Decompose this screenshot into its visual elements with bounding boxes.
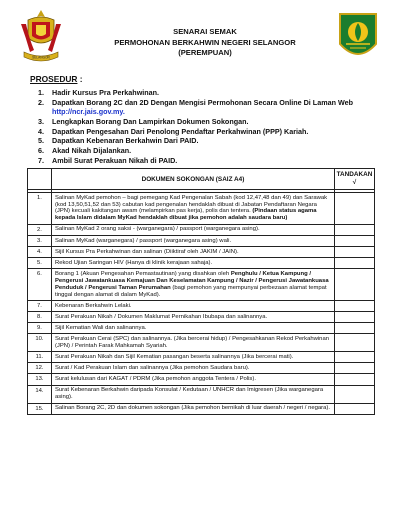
table-header-row xyxy=(28,169,375,190)
tick-box[interactable] xyxy=(335,235,375,246)
table-row xyxy=(28,323,375,334)
row-document: Surat Perakuan Nikah / Dokumen Maklumat Pernikahan Ibubapa dan salinannya. xyxy=(51,312,334,323)
step-number: 1. xyxy=(38,88,44,97)
row-number: 10. xyxy=(28,334,52,352)
procedure-steps xyxy=(38,88,368,166)
tick-box[interactable] xyxy=(335,352,375,363)
tick-box[interactable] xyxy=(335,403,375,414)
row-number: 4. xyxy=(28,247,52,258)
step-text: Dapatkan Borang 2C dan 2D Dengan Mengisi Permohonan Secara Online Di Laman Web xyxy=(52,97,354,107)
step-number: 6. xyxy=(38,146,44,156)
title-line-2: PERMOHONAN BERKAHWIN NEGERI SELANGOR xyxy=(114,38,296,47)
row-bold-note: Penghulu / Ketua Kampung / Pengerusi Jawatankuasa Kemajuan Dan Keselamatan Kampung / Nazir / Pengerusi Jawatankuasa Penduduk / Pengerusi Taman Perumahan xyxy=(54,270,329,291)
row-text: Borang 1 (Akuan Pengesahan Pemastautinan) yang disahkan oleh xyxy=(54,270,230,277)
row-document: Salinan MyKad 2 orang saksi - (warganegara) / passport (warganegara asing). xyxy=(51,224,334,235)
row-document: Kebenaran Berkahwin Lelaki. xyxy=(51,301,334,312)
tick-box[interactable] xyxy=(335,374,375,385)
step-number: 2. xyxy=(38,97,44,107)
row-document xyxy=(51,269,334,301)
row-bold-note: (Pindaan status agama kepada Islam didalam MyKad hendaklah dibuat jika pemohon adalah saudara baru) xyxy=(54,208,317,222)
row-number: 14. xyxy=(28,385,52,403)
table-row xyxy=(28,374,375,385)
step-number: 4. xyxy=(38,126,44,136)
tick-box[interactable] xyxy=(335,334,375,352)
table-row xyxy=(28,363,375,374)
step-text: Ambil Surat Perakuan Nikah di PAID. xyxy=(52,155,178,165)
row-number: 3. xyxy=(28,235,52,246)
row-document: Sijil Kursus Pra Perkahwinan dan salinan (Diiktiraf oleh JAKIM / JAIN). xyxy=(51,247,334,258)
tick-box[interactable] xyxy=(335,301,375,312)
row-number: 15. xyxy=(28,403,52,414)
row-number: 6. xyxy=(28,269,52,301)
table-row xyxy=(28,385,375,403)
selangor-crest-logo xyxy=(18,8,64,68)
step-text: Dapatkan Pengesahan Dari Penolong Pendaftar Perkahwinan (PPP) Kariah. xyxy=(52,126,309,136)
procedure-step xyxy=(38,88,368,97)
svg-text:SELANGOR: SELANGOR xyxy=(32,55,50,60)
tick-box[interactable] xyxy=(335,269,375,301)
row-document: Surat / Kad Perakuan Islam dan salinannya (Jika pemohon Saudara baru). xyxy=(51,363,334,374)
header-tick-cell xyxy=(335,169,375,190)
row-text: Salinan MyKad pemohon – bagi pemegang Kad Pengenalan Sabah (kod 12,47,48 dan 49) dan Sarawak (kod 13,50,51,52 dan 53) cabutan kad pengenalan hendaklah dibuat di Jabatan Pendaftaran Negara (JPN) kecuali kakitangan awam (melampirkan pas kerja), polis dan tentera. xyxy=(54,194,328,215)
row-document: Surat kelulusan dari KAGAT / PDRM (Jika pemohon anggota Tentera / Polis). xyxy=(51,374,334,385)
step-text: Dapatkan Kebenaran Berkahwin Dari PAID. xyxy=(52,136,199,146)
documents-checklist-table xyxy=(27,168,375,415)
prosedur-heading xyxy=(30,74,83,84)
procedure-step xyxy=(38,146,368,155)
header-number-cell xyxy=(28,169,52,190)
row-number: 1. xyxy=(28,193,52,225)
row-number: 9. xyxy=(28,323,52,334)
table-row xyxy=(28,269,375,301)
step-text: Akad Nikah Dijalankan. xyxy=(52,146,132,156)
title-line-3: (PEREMPUAN) xyxy=(178,48,232,57)
procedure-step xyxy=(38,98,368,116)
website-link[interactable]: http://ncr.jais.gov.my. xyxy=(52,107,125,116)
row-number: 5. xyxy=(28,258,52,269)
tick-box[interactable] xyxy=(335,323,375,334)
step-text: Hadir Kursus Pra Perkahwinan. xyxy=(52,88,160,97)
tick-box[interactable] xyxy=(335,193,375,225)
table-row xyxy=(28,224,375,235)
tick-box[interactable] xyxy=(335,258,375,269)
tick-box[interactable] xyxy=(335,385,375,403)
row-document: Surat Perakuan Cerai (SPC) dan salinannya. (Jika bercerai hidup) / Pengesahkanan Rekod Perkahwinan (JPN) / Perintah Farak Mahkamah Syariah. xyxy=(51,334,334,352)
table-row xyxy=(28,247,375,258)
tick-box[interactable] xyxy=(335,363,375,374)
row-document: Surat Kebenaran Berkahwin daripada Konsulat / Kedutaan / UNHCR dan Imigresen (Jika warganegara asing). xyxy=(51,385,334,403)
prosedur-heading-label: PROSEDUR xyxy=(30,74,78,84)
row-number: 8. xyxy=(28,312,52,323)
row-document xyxy=(51,193,334,225)
row-number: 12. xyxy=(28,363,52,374)
row-document: Sijil Kematian Wali dan salinannya. xyxy=(51,323,334,334)
table-row xyxy=(28,193,375,225)
step-number: 5. xyxy=(38,136,44,146)
table-row xyxy=(28,258,375,269)
row-tail-text: (bagi pemohon yang mempunyai perbezaan alamat tempat tinggal dengan alamat di dalam MyKad). xyxy=(54,284,327,298)
prosedur-heading-colon: : xyxy=(77,74,83,84)
tick-box[interactable] xyxy=(335,247,375,258)
table-row xyxy=(28,235,375,246)
procedure-step xyxy=(38,136,368,145)
header-tick-label: TANDAKAN xyxy=(336,171,373,178)
header-document-cell: DOKUMEN SOKONGAN (SAIZ A4) xyxy=(51,169,334,190)
row-number: 7. xyxy=(28,301,52,312)
row-number: 13. xyxy=(28,374,52,385)
procedure-step xyxy=(38,156,368,165)
procedure-step xyxy=(38,117,368,126)
checkmark-icon: √ xyxy=(352,179,357,186)
row-document: Rekod Ujian Saringan HIV (Hanya di klinik kerajaan sahaja). xyxy=(51,258,334,269)
title-line-1: SENARAI SEMAK xyxy=(173,27,237,36)
table-row xyxy=(28,403,375,414)
row-document: Salinan Borang 2C, 2D dan dokumen sokongan (Jika pemohon bernikah di luar daerah / negeri / negara). xyxy=(51,403,334,414)
row-document: Salinan MyKad (warganegara) / passport (warganegara asing) wali. xyxy=(51,235,334,246)
table-row xyxy=(28,312,375,323)
step-text-with-link xyxy=(52,98,368,116)
step-number: 7. xyxy=(38,155,44,165)
table-row xyxy=(28,334,375,352)
table-row xyxy=(28,352,375,363)
tick-box[interactable] xyxy=(335,312,375,323)
step-text: Lengkapkan Borang Dan Lampirkan Dokumen Sokongan. xyxy=(52,116,249,126)
row-document: Surat Perakuan Nikah dan Sijil Kematian pasangan beserta salinannya (Jika bercerai mati). xyxy=(51,352,334,363)
table-row xyxy=(28,301,375,312)
row-number: 2. xyxy=(28,224,52,235)
procedure-step xyxy=(38,127,368,136)
tick-box[interactable] xyxy=(335,224,375,235)
step-number: 3. xyxy=(38,116,44,126)
row-number: 11. xyxy=(28,352,52,363)
